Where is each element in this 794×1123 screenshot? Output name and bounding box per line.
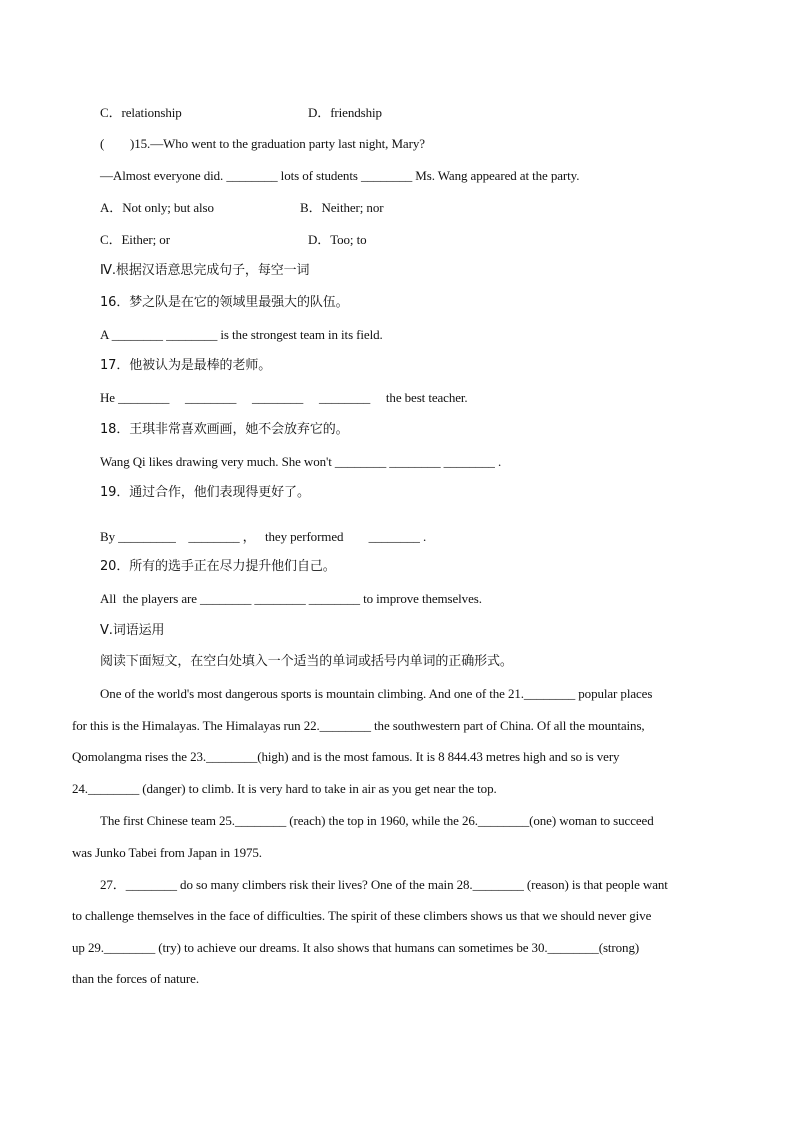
q17-english: He ________ ________ ________ ________ the best teacher. bbox=[100, 390, 468, 405]
passage-line: 27．________ do so many climbers risk their lives? One of the main 28.________ (reason) is that people want bbox=[100, 877, 668, 892]
q18-english: Wang Qi likes drawing very much. She won't ________ ________ ________ . bbox=[100, 454, 502, 469]
passage-line: One of the world's most dangerous sports is mountain climbing. And one of the 21.________ popular places bbox=[100, 686, 653, 701]
q15-option-a: A．Not only; but also bbox=[100, 200, 214, 215]
q19-english: By _________ ________ ， they performed ________ . bbox=[100, 529, 427, 544]
q15-option-d: D．Too; to bbox=[308, 232, 367, 247]
passage-line: Qomolangma rises the 23.________(high) and is the most famous. It is 8 844.43 metres high and so is very bbox=[72, 749, 620, 764]
passage-line: to challenge themselves in the face of difficulties. The spirit of these climbers shows us that we should never give bbox=[72, 908, 652, 923]
q15-reply: —Almost everyone did. ________ lots of students ________ Ms. Wang appeared at the party. bbox=[100, 168, 580, 183]
q16-chinese: 16．梦之队是在它的领域里最强大的队伍。 bbox=[100, 295, 349, 310]
q20-english: All the players are ________ ________ ________ to improve themselves. bbox=[100, 591, 482, 606]
passage-line: up 29.________ (try) to achieve our dreams. It also shows that humans can sometimes be 30.________(strong) bbox=[72, 940, 640, 955]
q14-option-d: D．friendship bbox=[308, 105, 382, 120]
passage-line: was Junko Tabei from Japan in 1975. bbox=[72, 845, 262, 860]
section-5-heading: Ⅴ.词语运用 bbox=[100, 623, 165, 638]
q15-option-b: B．Neither; nor bbox=[300, 200, 384, 215]
passage-line: than the forces of nature. bbox=[72, 971, 199, 986]
q16-english: A ________ ________ is the strongest team in its field. bbox=[100, 327, 383, 342]
q18-chinese: 18．王琪非常喜欢画画，她不会放弃它的。 bbox=[100, 422, 349, 437]
q19-chinese: 19．通过合作，他们表现得更好了。 bbox=[100, 485, 310, 500]
passage-line: for this is the Himalayas. The Himalayas run 22.________ the southwestern part of China. Of all the mountains, bbox=[72, 718, 645, 733]
passage-line: The first Chinese team 25.________ (reach) the top in 1960, while the 26.________(one) woman to succeed bbox=[100, 813, 654, 828]
section-4-heading: Ⅳ.根据汉语意思完成句子，每空一词 bbox=[100, 263, 310, 278]
q17-chinese: 17．他被认为是最棒的老师。 bbox=[100, 358, 272, 373]
q15-stem: ( )15.—Who went to the graduation party last night, Mary? bbox=[100, 136, 425, 151]
q14-option-c: C．relationship bbox=[100, 105, 182, 120]
passage-line: 24.________ (danger) to climb. It is very hard to take in air as you get near the top. bbox=[72, 781, 497, 796]
q20-chinese: 20．所有的选手正在尽力提升他们自己。 bbox=[100, 559, 336, 574]
section-5-instruction: 阅读下面短文，在空白处填入一个适当的单词或括号内单词的正确形式。 bbox=[100, 654, 513, 669]
q15-option-c: C．Either; or bbox=[100, 232, 170, 247]
